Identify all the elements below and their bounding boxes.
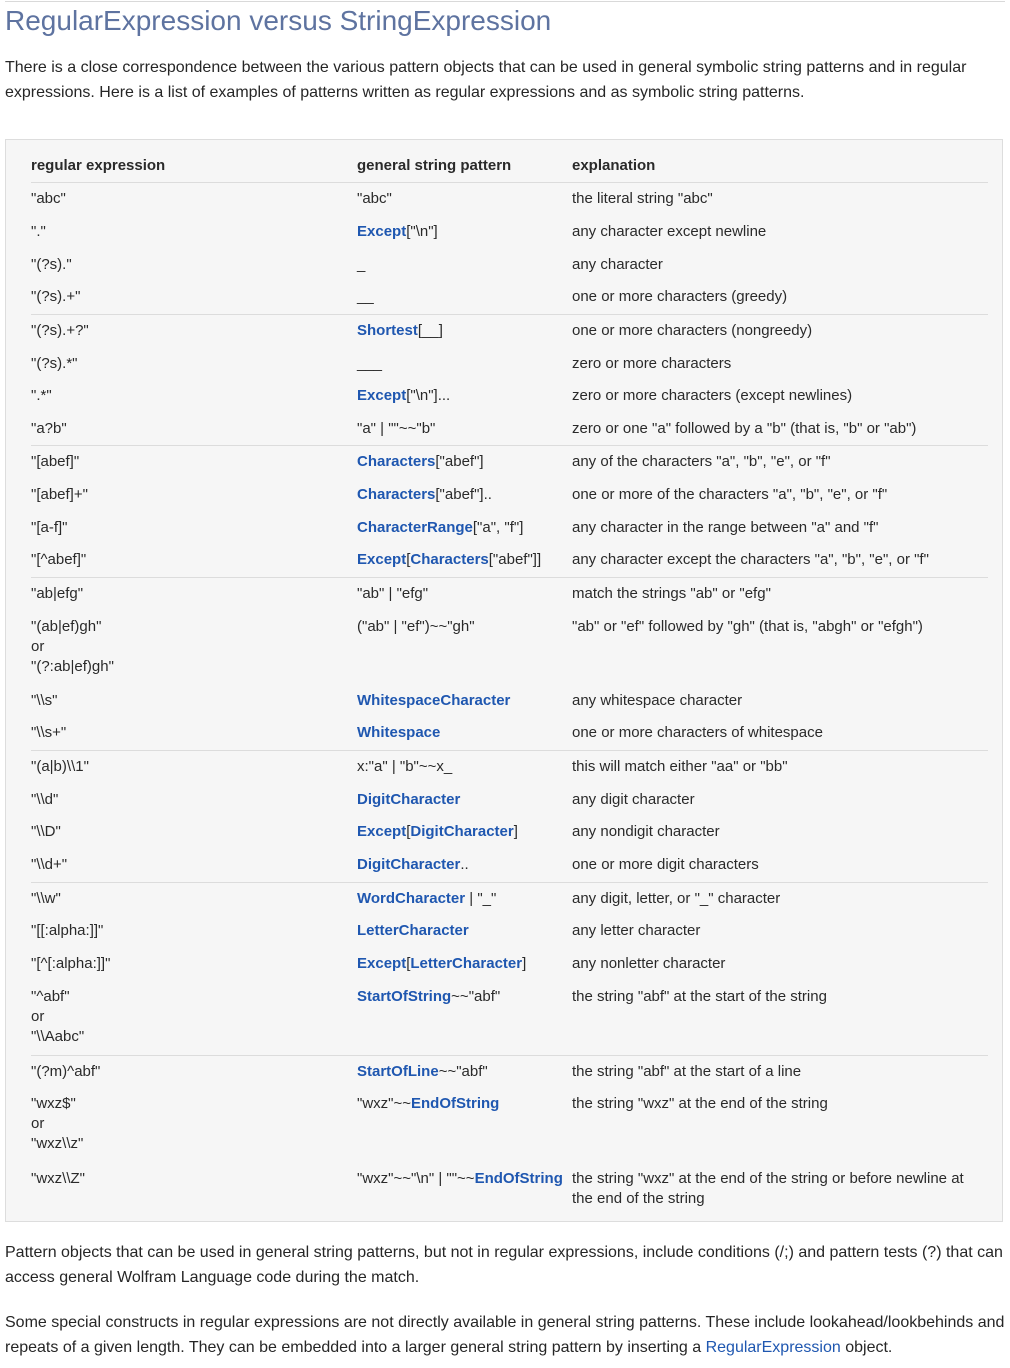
regex-cell: "abc" xyxy=(31,190,66,207)
explanation-cell: "ab" or "ef" followed by "gh" (that is, "abgh" or "efgh") xyxy=(572,618,923,635)
regex-cell: "^abf" or "\\Aabc" xyxy=(31,988,85,1045)
paragraph-text: Some special constructs in regular expressions are not directly available in general string patterns. These include lookahead/lookbehinds and repeats of a given length. They can be embedded into a larger general string pattern by inserting a xyxy=(5,1314,1005,1356)
regex-cell: "\\d+" xyxy=(31,856,68,873)
function-link[interactable]: Shortest xyxy=(357,322,418,339)
regex-cell: "(?s).+" xyxy=(31,288,81,305)
function-link[interactable]: WhitespaceCharacter xyxy=(357,692,511,709)
function-link[interactable]: Characters xyxy=(357,453,436,470)
regex-cell: "wxz$" or "wxz\\z" xyxy=(31,1095,84,1152)
regex-cell: "(ab|ef)gh" or "(?:ab|ef)gh" xyxy=(31,618,114,675)
explanation-cell: zero or more characters (except newlines) xyxy=(572,387,853,404)
explanation-cell: any character xyxy=(572,256,663,273)
regex-cell: "(?s).+?" xyxy=(31,322,89,339)
pattern-cell xyxy=(357,691,569,711)
regex-cell: "ab|efg" xyxy=(31,585,84,602)
function-link[interactable]: DigitCharacter xyxy=(410,823,514,840)
pattern-cell: StartOfLine~~"abf" xyxy=(357,1063,488,1080)
special-constructs-paragraph xyxy=(5,1310,1005,1360)
header-regular-expression: regular expression xyxy=(31,157,166,174)
regex-cell: "(a|b)\\1" xyxy=(31,758,89,775)
regex-cell: ".*" xyxy=(31,387,52,404)
explanation-cell: any character except newline xyxy=(572,223,767,240)
paragraph-text-end: object. xyxy=(840,1339,893,1356)
regex-cell: "wxz\\Z" xyxy=(31,1170,85,1187)
explanation-cell: zero or one "a" followed by a "b" (that is, "b" or "ab") xyxy=(572,420,917,437)
function-link[interactable]: DigitCharacter xyxy=(357,856,461,873)
function-link[interactable]: Whitespace xyxy=(357,724,441,741)
explanation-cell: any character in the range between "a" and "f" xyxy=(572,519,879,536)
function-link[interactable]: EndOfString xyxy=(411,1095,500,1112)
regex-cell: "(?m)^abf" xyxy=(31,1063,101,1080)
header-general-string-pattern: general string pattern xyxy=(357,157,512,174)
function-link[interactable]: Characters xyxy=(357,486,436,503)
explanation-cell: one or more characters (greedy) xyxy=(572,288,788,305)
regex-cell: "[^[:alpha:]]" xyxy=(31,955,111,972)
pattern-cell: "a" | ""~~"b" xyxy=(357,420,436,437)
pattern-cell: Except[LetterCharacter] xyxy=(357,955,527,972)
explanation-cell: one or more characters of whitespace xyxy=(572,724,823,741)
group-divider xyxy=(31,1055,988,1056)
regex-cell: "\\d" xyxy=(31,791,59,808)
explanation-cell: any digit, letter, or "_" character xyxy=(572,890,781,907)
comparison-table xyxy=(5,139,1003,1222)
pattern-cell: Except["\n"]... xyxy=(357,387,451,404)
pattern-cell: Characters["abef"].. xyxy=(357,486,492,503)
pattern-cell: Except[DigitCharacter] xyxy=(357,823,518,840)
group-divider xyxy=(31,445,988,446)
pattern-cell xyxy=(357,723,569,743)
section-title: RegularExpression versus StringExpression xyxy=(5,5,552,36)
pattern-cell: "wxz"~~EndOfString xyxy=(357,1095,500,1112)
pattern-cell: _ xyxy=(357,256,366,273)
group-divider xyxy=(31,882,988,883)
table-header-row xyxy=(31,156,988,183)
explanation-cell: the string "abf" at the start of the string xyxy=(572,988,827,1005)
explanation-cell: any nondigit character xyxy=(572,823,720,840)
regularexpression-link[interactable]: RegularExpression xyxy=(705,1339,841,1356)
pattern-cell xyxy=(357,790,569,810)
regex-cell: "[[:alpha:]]" xyxy=(31,922,104,939)
pattern-cell: ___ xyxy=(357,355,383,372)
pattern-cell: StartOfString~~"abf" xyxy=(357,988,501,1005)
explanation-cell: zero or more characters xyxy=(572,355,732,372)
pattern-cell: Characters["abef"] xyxy=(357,453,484,470)
pattern-cell: Except["\n"] xyxy=(357,223,438,240)
pattern-cell: __ xyxy=(357,288,374,305)
function-link[interactable]: StartOfLine xyxy=(357,1063,439,1080)
function-link[interactable]: LetterCharacter xyxy=(357,922,469,939)
pattern-cell: "ab" | "efg" xyxy=(357,585,429,602)
pattern-cell: WordCharacter | "_" xyxy=(357,890,497,907)
function-link[interactable]: Characters xyxy=(410,551,489,568)
pattern-cell: ("ab" | "ef")~~"gh" xyxy=(357,618,475,635)
regex-cell: "\\w" xyxy=(31,890,61,907)
function-link[interactable]: Except xyxy=(357,551,407,568)
explanation-cell: the string "wxz" at the end of the string xyxy=(572,1095,828,1112)
explanation-cell: one or more characters (nongreedy) xyxy=(572,322,813,339)
explanation-cell: any of the characters "a", "b", "e", or "f" xyxy=(572,453,831,470)
group-divider xyxy=(31,577,988,578)
explanation-cell: any character except the characters "a", "b", "e", or "f" xyxy=(572,551,929,568)
function-link[interactable]: Except xyxy=(357,223,407,240)
pattern-cell xyxy=(357,921,569,941)
explanation-cell: the string "abf" at the start of a line xyxy=(572,1063,802,1080)
function-link[interactable]: EndOfString xyxy=(474,1170,563,1187)
pattern-objects-paragraph: Pattern objects that can be used in general string patterns, but not in regular expressions, include conditions (/;) and pattern tests (?) that can access general Wolfram Language code during the match. xyxy=(5,1244,1003,1286)
function-link[interactable]: LetterCharacter xyxy=(410,955,523,972)
regex-cell: "\\s" xyxy=(31,692,58,709)
explanation-cell: any nonletter character xyxy=(572,955,726,972)
explanation-cell: any whitespace character xyxy=(572,692,743,709)
function-link[interactable]: WordCharacter xyxy=(357,890,466,907)
pattern-cell: Except[Characters["abef"]] xyxy=(357,551,542,568)
function-link[interactable]: DigitCharacter xyxy=(357,791,461,808)
regex-cell: "[abef]" xyxy=(31,453,80,470)
explanation-cell: match the strings "ab" or "efg" xyxy=(572,585,771,602)
intro-paragraph: There is a close correspondence between the various pattern objects that can be used in general symbolic string patterns and in regular expressions. Here is a list of examples of patterns written as regular expressions and as symbolic string patterns. xyxy=(5,59,967,101)
function-link[interactable]: CharacterRange xyxy=(357,519,473,536)
explanation-cell: the literal string "abc" xyxy=(572,190,713,207)
pattern-cell: CharacterRange["a", "f"] xyxy=(357,519,524,536)
pattern-cell: "abc" xyxy=(357,190,392,207)
function-link[interactable]: Except xyxy=(357,823,407,840)
explanation-cell: one or more of the characters "a", "b", "e", or "f" xyxy=(572,486,888,503)
function-link[interactable]: StartOfString xyxy=(357,988,452,1005)
regex-cell: "[abef]+" xyxy=(31,486,88,503)
regex-cell: "." xyxy=(31,223,46,240)
explanation-cell: one or more digit characters xyxy=(572,856,759,873)
regex-cell: "[^abef]" xyxy=(31,551,87,568)
explanation-cell: any digit character xyxy=(572,791,695,808)
explanation-cell: this will match either "aa" or "bb" xyxy=(572,758,788,775)
regex-cell: "\\s+" xyxy=(31,724,67,741)
regex-cell: "a?b" xyxy=(31,420,67,437)
header-explanation: explanation xyxy=(572,157,656,174)
regex-cell: "(?s)." xyxy=(31,256,72,273)
pattern-cell: x:"a" | "b"~~x_ xyxy=(357,758,453,775)
function-link[interactable]: Except xyxy=(357,955,407,972)
pattern-cell: Shortest[__] xyxy=(357,322,443,339)
regex-cell: "\\D" xyxy=(31,823,61,840)
function-link[interactable]: Except xyxy=(357,387,407,404)
group-divider xyxy=(31,750,988,751)
regex-cell: "[a-f]" xyxy=(31,519,68,536)
pattern-cell: DigitCharacter.. xyxy=(357,856,469,873)
pattern-cell: "wxz"~~"\n" | ""~~EndOfString xyxy=(357,1170,563,1187)
explanation-cell: the string "wxz" at the end of the string or before newline at the end of the string xyxy=(572,1170,964,1207)
explanation-cell: any letter character xyxy=(572,922,701,939)
group-divider xyxy=(31,314,988,315)
regex-cell: "(?s).*" xyxy=(31,355,78,372)
